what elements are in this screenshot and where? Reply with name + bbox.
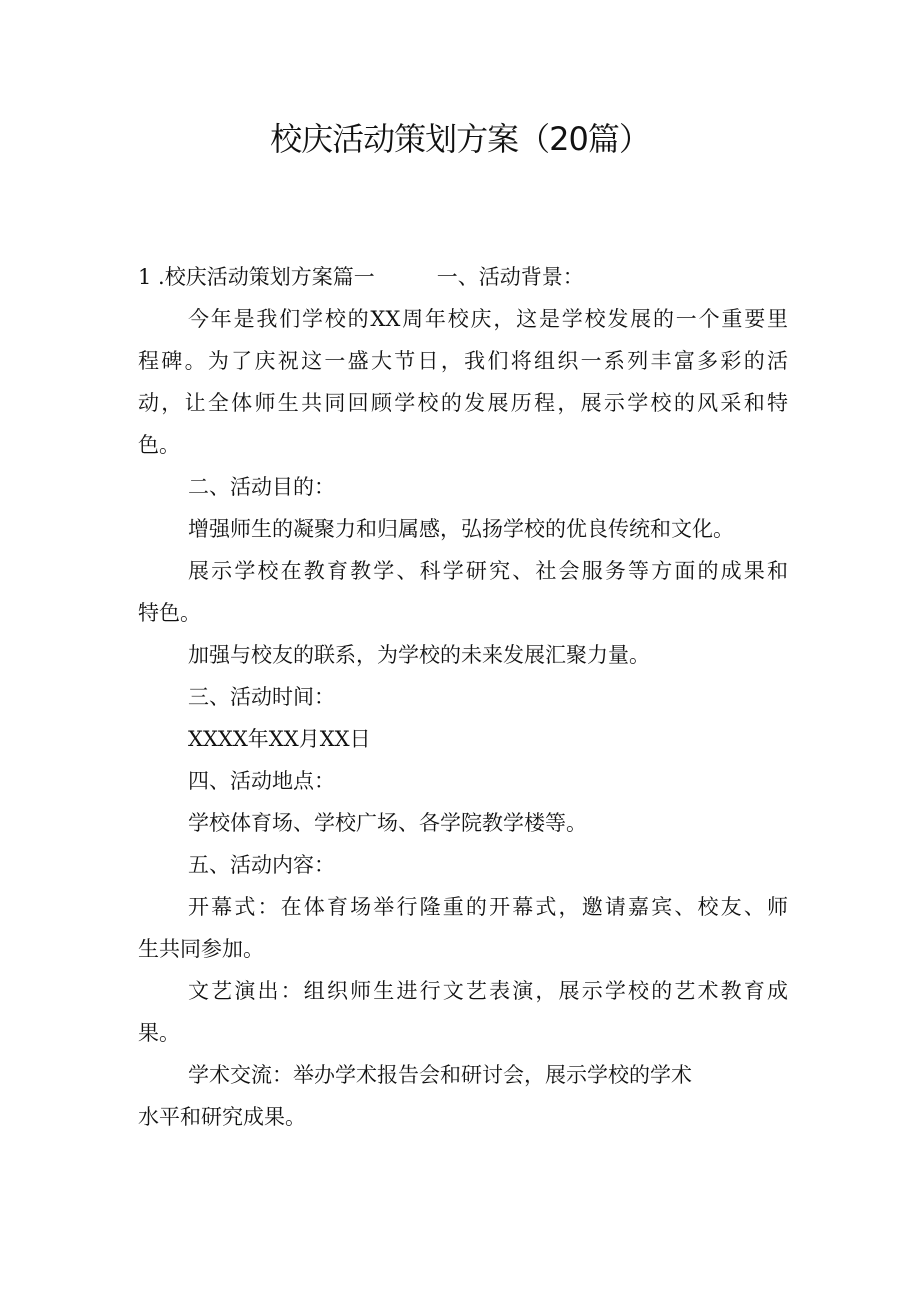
paragraph-line: 动，让全体师生共同回顾学校的发展历程，展示学校的风采和特 bbox=[138, 391, 788, 415]
event-location: 学校体育场、学校广场、各学院教学楼等。 bbox=[188, 811, 587, 835]
document-body bbox=[138, 256, 788, 1138]
section-heading-content: 五、活动内容： bbox=[188, 853, 335, 877]
section-heading-line bbox=[138, 256, 788, 298]
paragraph-line: 果。 bbox=[138, 1021, 180, 1045]
paragraph-line: 开幕式：在体育场举行隆重的开幕式，邀请嘉宾、校友、师 bbox=[188, 895, 788, 919]
paragraph-line: 程碑。为了庆祝这一盛大节日，我们将组织一系列丰富多彩的活 bbox=[138, 349, 788, 373]
paragraph-line: 加强与校友的联系，为学校的未来发展汇聚力量。 bbox=[188, 643, 650, 667]
paragraph-line: 生共同参加。 bbox=[138, 937, 264, 961]
event-date: XXXX年XX月XX日 bbox=[188, 727, 371, 751]
paragraph-line: 展示学校在教育教学、科学研究、社会服务等方面的成果和 bbox=[188, 559, 788, 583]
paragraph-line: 今年是我们学校的XX周年校庆，这是学校发展的一个重要里 bbox=[188, 307, 788, 331]
paragraph-line: 特色。 bbox=[138, 601, 201, 625]
document-title: 校庆活动策划方案（20篇） bbox=[270, 120, 650, 158]
section-heading-purpose: 二、活动目的： bbox=[188, 475, 335, 499]
paragraph-line: 色。 bbox=[138, 433, 180, 457]
paragraph-line: 增强师生的凝聚力和归属感，弘扬学校的优良传统和文化。 bbox=[188, 517, 734, 541]
article-heading: 1 .校庆活动策划方案篇一 bbox=[138, 265, 375, 289]
section-heading-time: 三、活动时间： bbox=[188, 685, 335, 709]
paragraph-line: 学术交流：举办学术报告会和研讨会，展示学校的学术 bbox=[188, 1063, 692, 1087]
section-heading-location: 四、活动地点： bbox=[188, 769, 335, 793]
paragraph-line: 水平和研究成果。 bbox=[138, 1105, 306, 1129]
section-heading-background: 一、活动背景： bbox=[436, 265, 584, 289]
paragraph-line: 文艺演出：组织师生进行文艺表演，展示学校的艺术教育成 bbox=[188, 979, 788, 1003]
